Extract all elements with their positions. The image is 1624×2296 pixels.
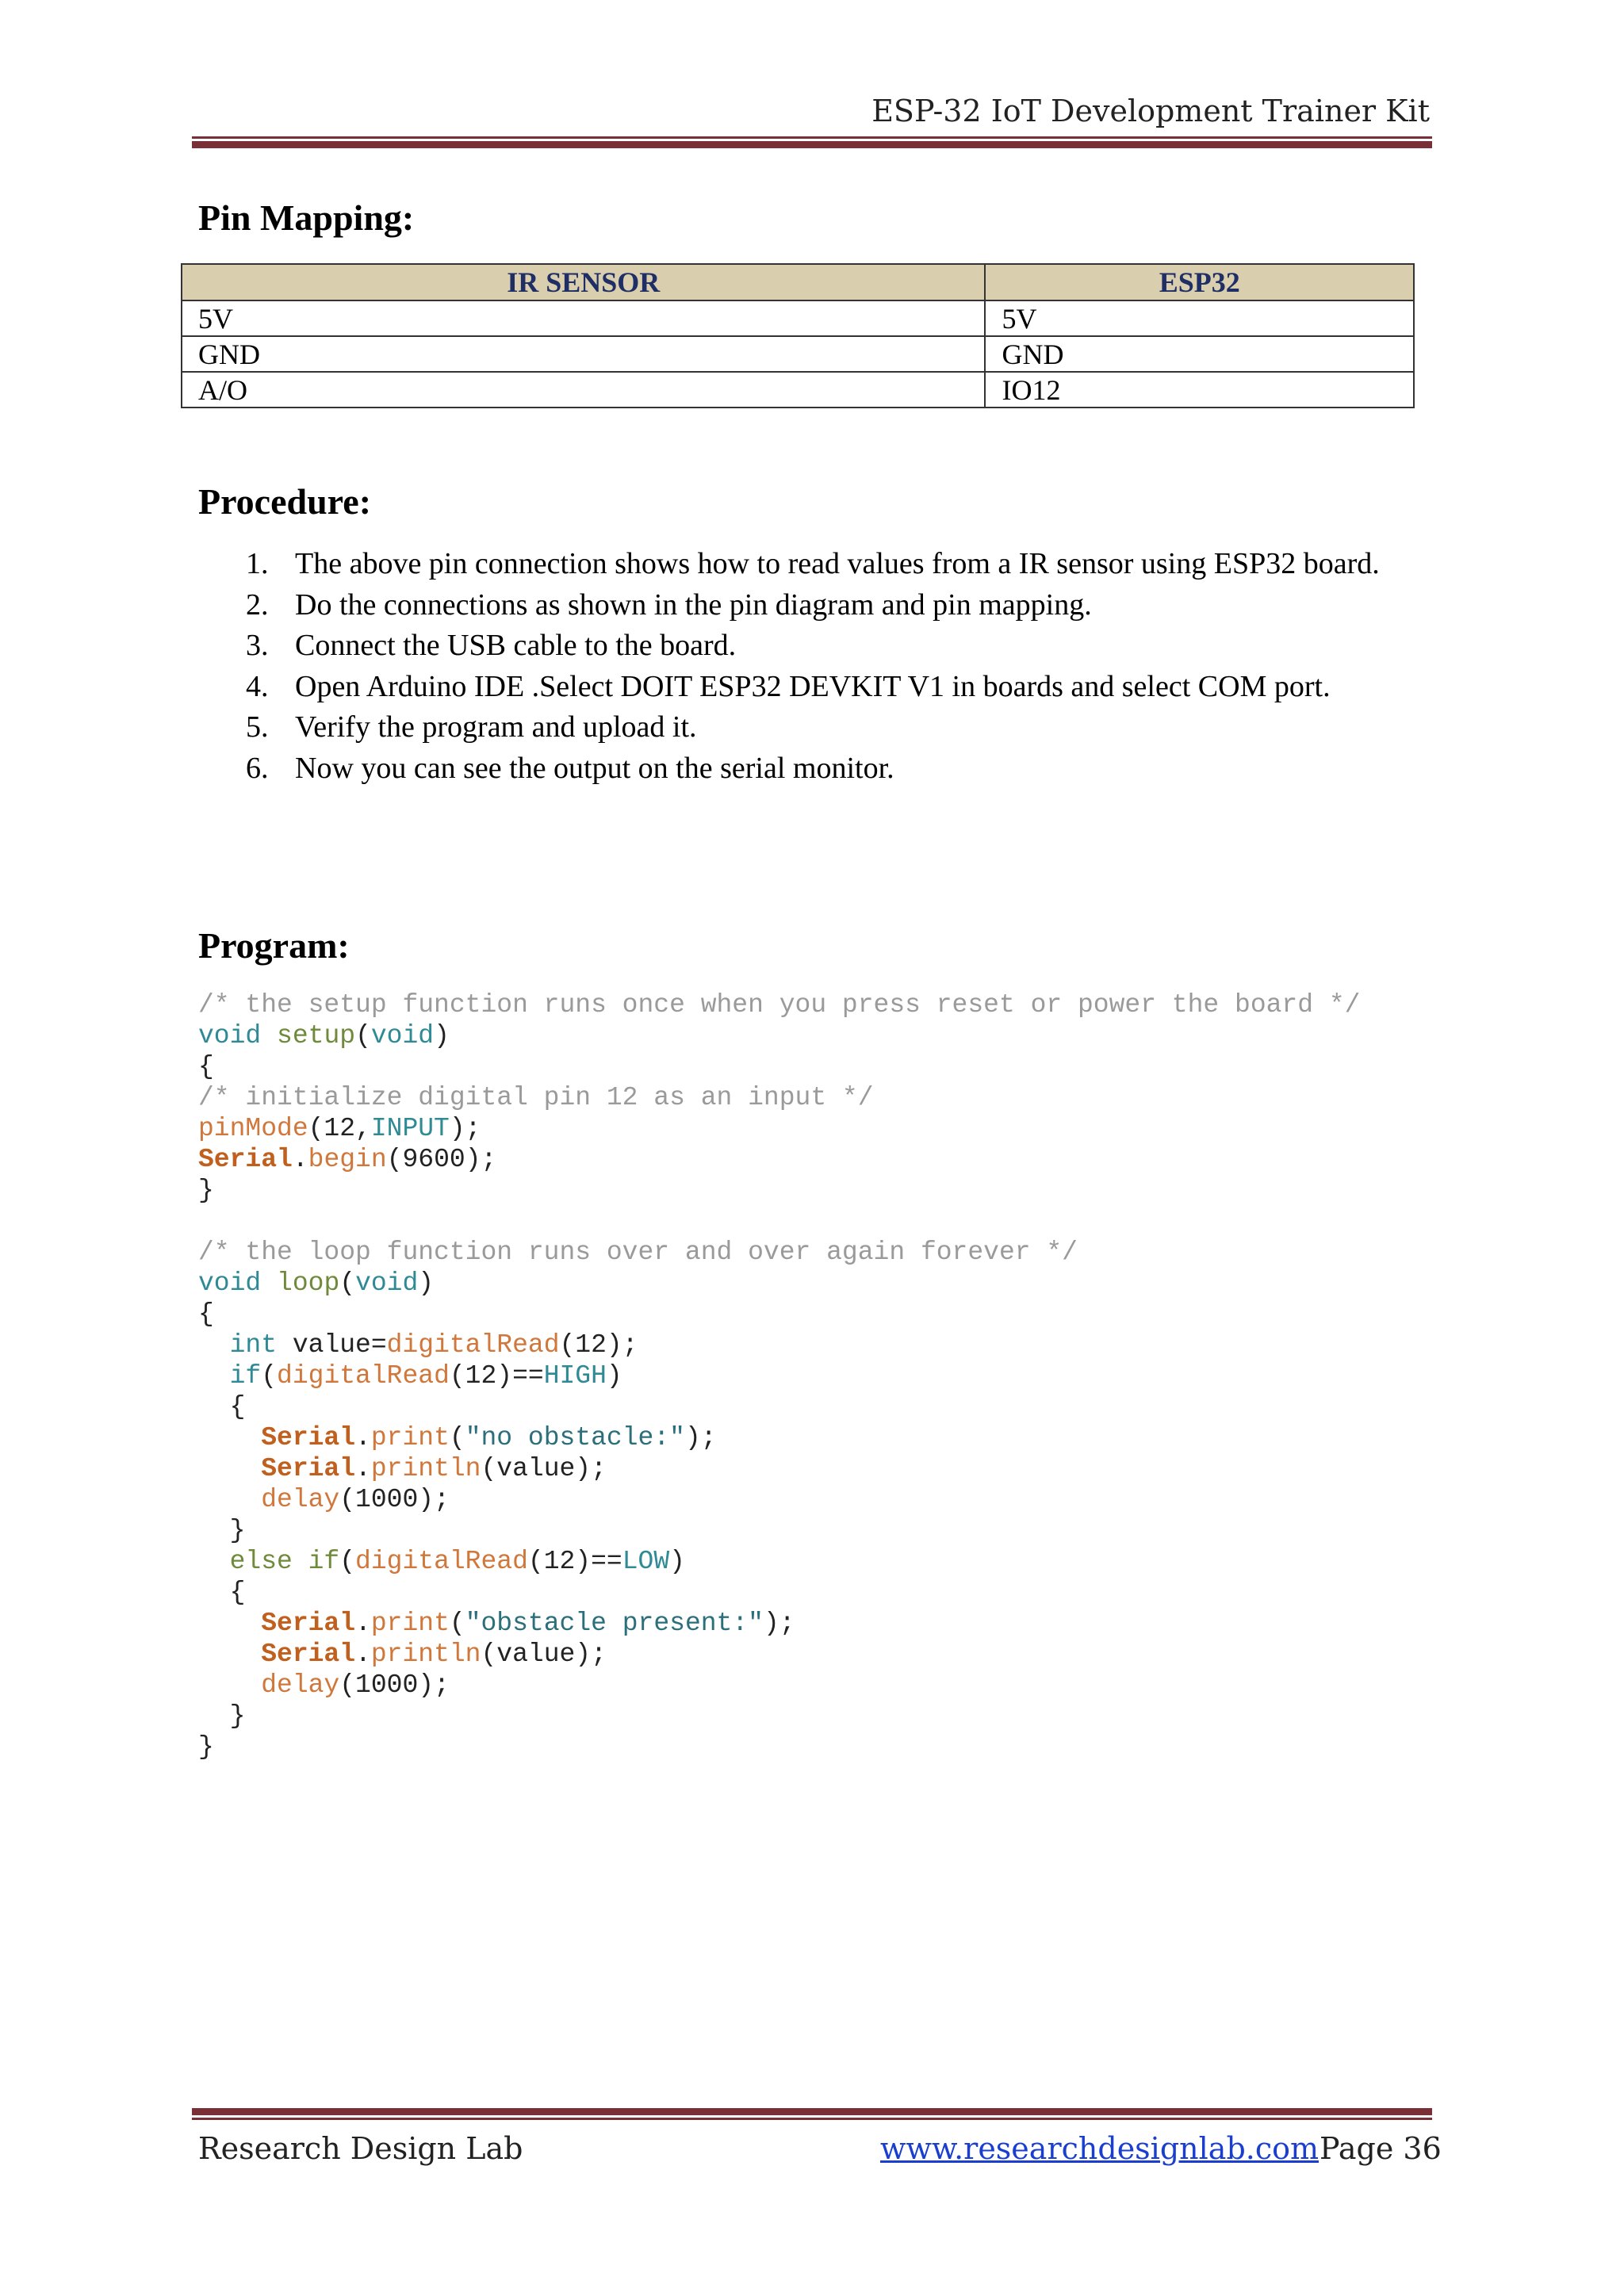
code-token: delay <box>261 1485 340 1514</box>
code-token: (12)== <box>449 1361 544 1391</box>
code-token: setup <box>277 1021 356 1050</box>
code-line <box>198 1083 874 1112</box>
code-token: Serial <box>261 1640 356 1669</box>
code-token: value= <box>277 1330 387 1360</box>
code-token: delay <box>261 1670 340 1700</box>
code-line <box>198 1392 245 1422</box>
table-cell: 5V <box>182 300 985 336</box>
code-line <box>198 990 1360 1020</box>
code-line <box>198 1454 607 1483</box>
code-token: ); <box>763 1609 795 1638</box>
code-line <box>198 1485 450 1514</box>
table-row <box>182 300 1414 336</box>
code-line <box>198 1052 214 1081</box>
code-line <box>198 1269 434 1298</box>
code-token: println <box>370 1640 481 1669</box>
code-line <box>198 1176 214 1205</box>
footer-company: Research Design Lab <box>198 2131 523 2166</box>
code-token <box>198 1640 261 1669</box>
code-token: . <box>355 1609 371 1638</box>
footer-rule-thick <box>192 2108 1432 2115</box>
code-token <box>198 1547 230 1576</box>
pin-mapping-table <box>181 263 1415 408</box>
pin-mapping-heading: Pin Mapping: <box>198 197 415 238</box>
code-token: ); <box>449 1114 481 1143</box>
code-block <box>198 989 1360 1762</box>
code-line <box>198 1732 214 1762</box>
code-token: Serial <box>198 1145 293 1174</box>
code-token: void <box>198 1269 262 1298</box>
code-token <box>198 1361 230 1391</box>
code-line <box>198 1640 607 1669</box>
table-cell: A/O <box>182 372 985 408</box>
list-item <box>198 544 1435 585</box>
list-number: 5. <box>246 710 269 744</box>
code-token: ( <box>339 1547 356 1576</box>
code-token: { <box>198 1392 246 1422</box>
table-cell: GND <box>182 336 985 372</box>
table-cell: GND <box>985 336 1414 372</box>
procedure-heading: Procedure: <box>198 481 372 522</box>
list-number: 6. <box>246 751 269 785</box>
code-token: digitalRead <box>386 1330 560 1360</box>
code-token: else if <box>229 1547 340 1576</box>
list-item <box>198 707 1435 748</box>
code-token: ); <box>684 1423 717 1452</box>
table-header-row <box>182 264 1414 300</box>
code-token: /* initialize digital pin 12 as an input */ <box>198 1083 874 1112</box>
code-token: { <box>198 1052 214 1081</box>
running-header-title: ESP-32 IoT Development Trainer Kit <box>871 94 1430 128</box>
code-token: (12); <box>559 1330 638 1360</box>
code-line <box>198 1423 717 1452</box>
code-token: . <box>292 1145 308 1174</box>
code-token: (1000); <box>339 1670 450 1700</box>
column-header-ir-sensor: IR SENSOR <box>182 264 985 300</box>
code-line <box>198 1021 450 1050</box>
code-token: } <box>198 1732 214 1762</box>
list-item <box>198 667 1435 708</box>
code-token: "no obstacle:" <box>465 1423 685 1452</box>
list-number: 2. <box>246 587 269 622</box>
code-token: ( <box>339 1269 356 1298</box>
list-text: Open Arduino IDE .Select DOIT ESP32 DEVKIT V1 in boards and select COM port. <box>295 669 1331 703</box>
code-token: ( <box>261 1361 278 1391</box>
code-token: INPUT <box>370 1114 450 1143</box>
code-line <box>198 1578 245 1607</box>
list-text: Now you can see the output on the serial monitor. <box>295 751 894 785</box>
code-line <box>198 1114 481 1143</box>
code-token <box>261 1269 277 1298</box>
list-number: 3. <box>246 629 269 662</box>
code-token: . <box>355 1454 371 1483</box>
list-text: Connect the USB cable to the board. <box>295 629 737 662</box>
code-line <box>198 1299 214 1329</box>
code-token: if <box>229 1361 262 1391</box>
header-rule-thick <box>192 141 1432 148</box>
table-row <box>182 336 1414 372</box>
code-token <box>198 1609 261 1638</box>
code-token: HIGH <box>543 1361 607 1391</box>
code-token <box>198 1670 261 1700</box>
code-line <box>198 1701 245 1731</box>
list-text: Verify the program and upload it. <box>295 710 697 744</box>
list-text: The above pin connection shows how to read values from a IR sensor using ESP32 board. <box>295 547 1380 580</box>
code-token: } <box>198 1701 246 1731</box>
code-token: print <box>370 1423 450 1452</box>
code-token: /* the loop function runs over and over again forever */ <box>198 1238 1078 1267</box>
code-line <box>198 1330 638 1360</box>
code-token: LOW <box>622 1547 670 1576</box>
list-number: 4. <box>246 669 269 703</box>
code-line <box>198 1670 450 1700</box>
header-rule-thin <box>192 136 1432 139</box>
code-token: loop <box>277 1269 340 1298</box>
code-token: print <box>370 1609 450 1638</box>
code-token: void <box>370 1021 435 1050</box>
code-token: digitalRead <box>277 1361 450 1391</box>
code-token: Serial <box>261 1454 356 1483</box>
code-line <box>198 1145 496 1174</box>
code-token: { <box>198 1299 214 1329</box>
code-token: void <box>355 1269 419 1298</box>
code-token: ) <box>669 1547 685 1576</box>
code-line <box>198 1361 622 1391</box>
column-header-esp32: ESP32 <box>985 264 1414 300</box>
program-heading: Program: <box>198 925 350 966</box>
code-line <box>198 1609 795 1638</box>
code-token: ) <box>434 1021 450 1050</box>
procedure-list <box>198 544 1435 789</box>
code-token: ( <box>355 1021 371 1050</box>
code-token <box>198 1454 261 1483</box>
code-token: } <box>198 1176 214 1205</box>
code-token <box>261 1021 277 1050</box>
code-token <box>198 1423 261 1452</box>
list-item <box>198 585 1435 626</box>
code-line <box>198 1516 245 1545</box>
code-token: } <box>198 1516 246 1545</box>
list-item <box>198 748 1435 790</box>
code-line <box>198 1547 685 1576</box>
code-token: println <box>370 1454 481 1483</box>
code-token: (value); <box>481 1640 607 1669</box>
code-token: . <box>355 1640 371 1669</box>
code-token: (12, <box>308 1114 371 1143</box>
code-token: . <box>355 1423 371 1452</box>
code-token: /* the setup function runs once when you press reset or power the board */ <box>198 990 1361 1020</box>
code-token <box>198 1330 230 1360</box>
footer-website-link[interactable]: www.researchdesignlab.com <box>880 2131 1320 2166</box>
code-token: (9600); <box>386 1145 497 1174</box>
code-token: void <box>198 1021 262 1050</box>
code-token: ) <box>418 1269 435 1298</box>
list-text: Do the connections as shown in the pin diagram and pin mapping. <box>295 587 1092 622</box>
code-token: "obstacle present:" <box>465 1609 764 1638</box>
code-token: ( <box>449 1423 465 1452</box>
code-token: Serial <box>261 1423 356 1452</box>
code-token: begin <box>308 1145 387 1174</box>
code-line <box>198 1238 1078 1267</box>
table-cell: 5V <box>985 300 1414 336</box>
code-token: (value); <box>481 1454 607 1483</box>
code-token: digitalRead <box>355 1547 528 1576</box>
code-token: ) <box>606 1361 622 1391</box>
footer-rule-thin <box>192 2118 1432 2120</box>
code-token: Serial <box>261 1609 356 1638</box>
code-token: int <box>229 1330 278 1360</box>
code-token <box>198 1485 261 1514</box>
code-token: (12)== <box>527 1547 622 1576</box>
list-item <box>198 626 1435 667</box>
table-row <box>182 372 1414 408</box>
code-token: { <box>198 1578 246 1607</box>
code-token: (1000); <box>339 1485 450 1514</box>
page-number: Page 36 <box>1320 2131 1442 2166</box>
list-number: 1. <box>246 547 269 580</box>
code-token: ( <box>449 1609 465 1638</box>
table-cell: IO12 <box>985 372 1414 408</box>
code-token: pinMode <box>198 1114 308 1143</box>
